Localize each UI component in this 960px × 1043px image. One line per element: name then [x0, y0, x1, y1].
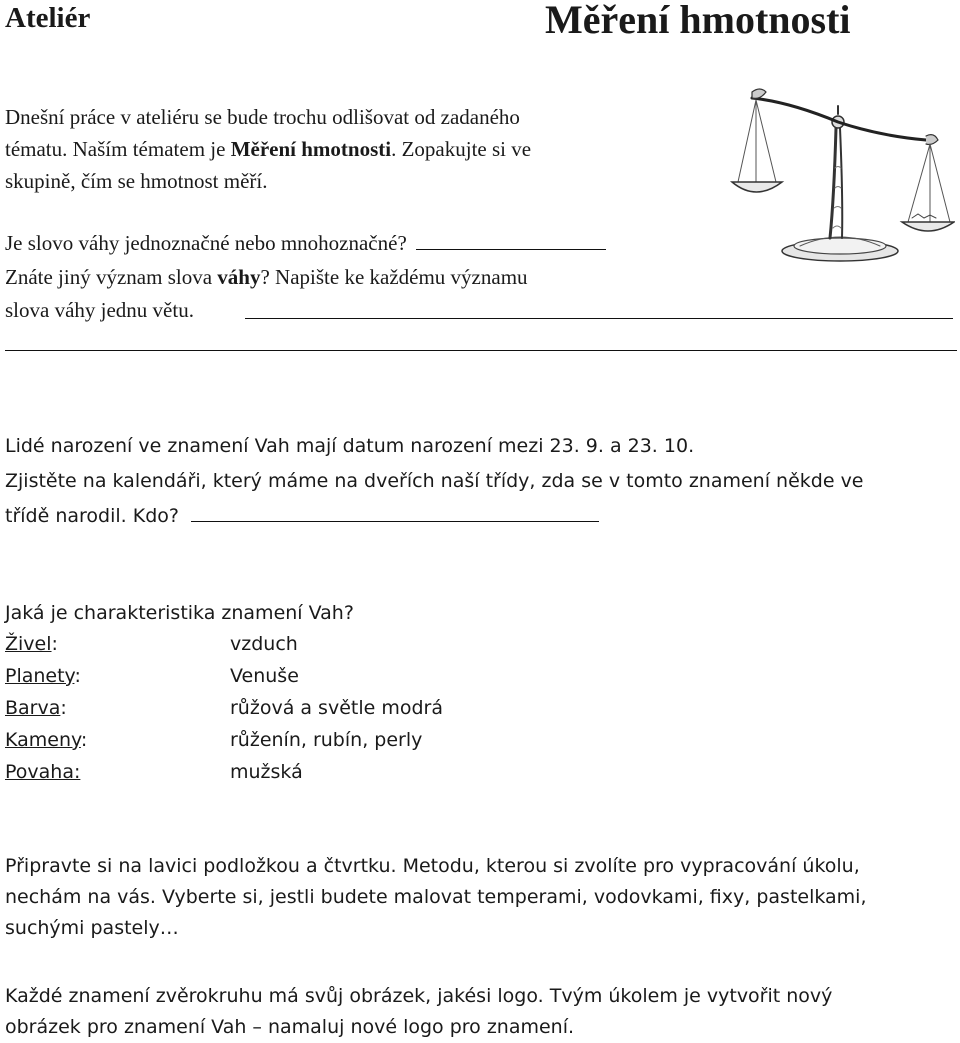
trait-label-planety: Planety: [5, 665, 81, 687]
traits-question: Jaká je charakteristika znamení Vah? [5, 602, 354, 624]
intro-line-3: skupině, čím se hmotnost měří. [5, 169, 268, 193]
balance-scale-illustration [730, 78, 955, 268]
birth-line-1: Lidé narození ve znamení Vah mají datum narození mezi 23. 9. a 23. 10. [5, 435, 695, 457]
trait-value-planety: Venuše [230, 665, 299, 687]
header-left-title: Ateliér [5, 2, 91, 34]
answer-blank-1[interactable] [416, 248, 606, 250]
trait-label-povaha: Povaha: [5, 761, 81, 783]
answer-blank-3[interactable] [5, 350, 957, 351]
question-1-text: Je slovo váhy jednoznačné nebo mnohoznačné? [5, 231, 407, 255]
trait-label-kameny: Kameny: [5, 729, 88, 751]
question-2a: Znáte jiný význam slova [5, 265, 218, 289]
birth-line-3-text: třídě narodil. Kdo? [5, 505, 179, 527]
prep-line-1: Připravte si na lavici podložkou a čtvrtku. Metodu, kterou si zvolíte pro vypracování úkolu, [5, 855, 860, 877]
answer-blank-2[interactable] [245, 318, 953, 319]
question-3-text: slova váhy jednu větu. [5, 298, 194, 322]
intro-line-2a: tématu. Naším tématem je [5, 137, 231, 161]
trait-value-povaha: mužská [230, 761, 303, 783]
trait-value-kameny: růženín, rubín, perly [230, 729, 423, 751]
birth-line-3 [5, 500, 599, 532]
vahy-bold: váhy [217, 265, 261, 289]
topic-bold: Měření hmotnosti [230, 137, 392, 161]
question-1 [5, 227, 606, 259]
trait-value-zivel: vzduch [230, 633, 298, 655]
task-line-1: Každé znamení zvěrokruhu má svůj obrázek, jakési logo. Tvým úkolem je vytvořit nový [5, 985, 833, 1007]
prep-line-2: nechám na vás. Vyberte si, jestli budete malovat temperami, vodovkami, fixy, pastelkami, [5, 886, 867, 908]
intro-line-1: Dnešní práce v ateliéru se bude trochu odlišovat od zadaného [5, 105, 520, 129]
intro-line-2 [5, 133, 531, 165]
question-2b: ? Napište ke každému významu [260, 265, 528, 289]
trait-label-barva: Barva: [5, 697, 67, 719]
trait-value-barva: růžová a světle modrá [230, 697, 443, 719]
question-2 [5, 261, 528, 293]
prep-line-3: suchými pastely… [5, 917, 179, 939]
balance-scale-icon [730, 78, 955, 268]
trait-label-zivel: Živel: [5, 633, 58, 655]
question-3 [5, 294, 194, 326]
birth-line-2: Zjistěte na kalendáři, který máme na dveřích naší třídy, zda se v tomto znamení někde ve [5, 470, 864, 492]
answer-blank-4[interactable] [191, 520, 599, 522]
page-title: Měření hmotnosti [545, 0, 851, 42]
task-line-2: obrázek pro znamení Vah – namaluj nové logo pro znamení. [5, 1016, 575, 1038]
intro-line-2b: . Zopakujte si ve [391, 137, 532, 161]
